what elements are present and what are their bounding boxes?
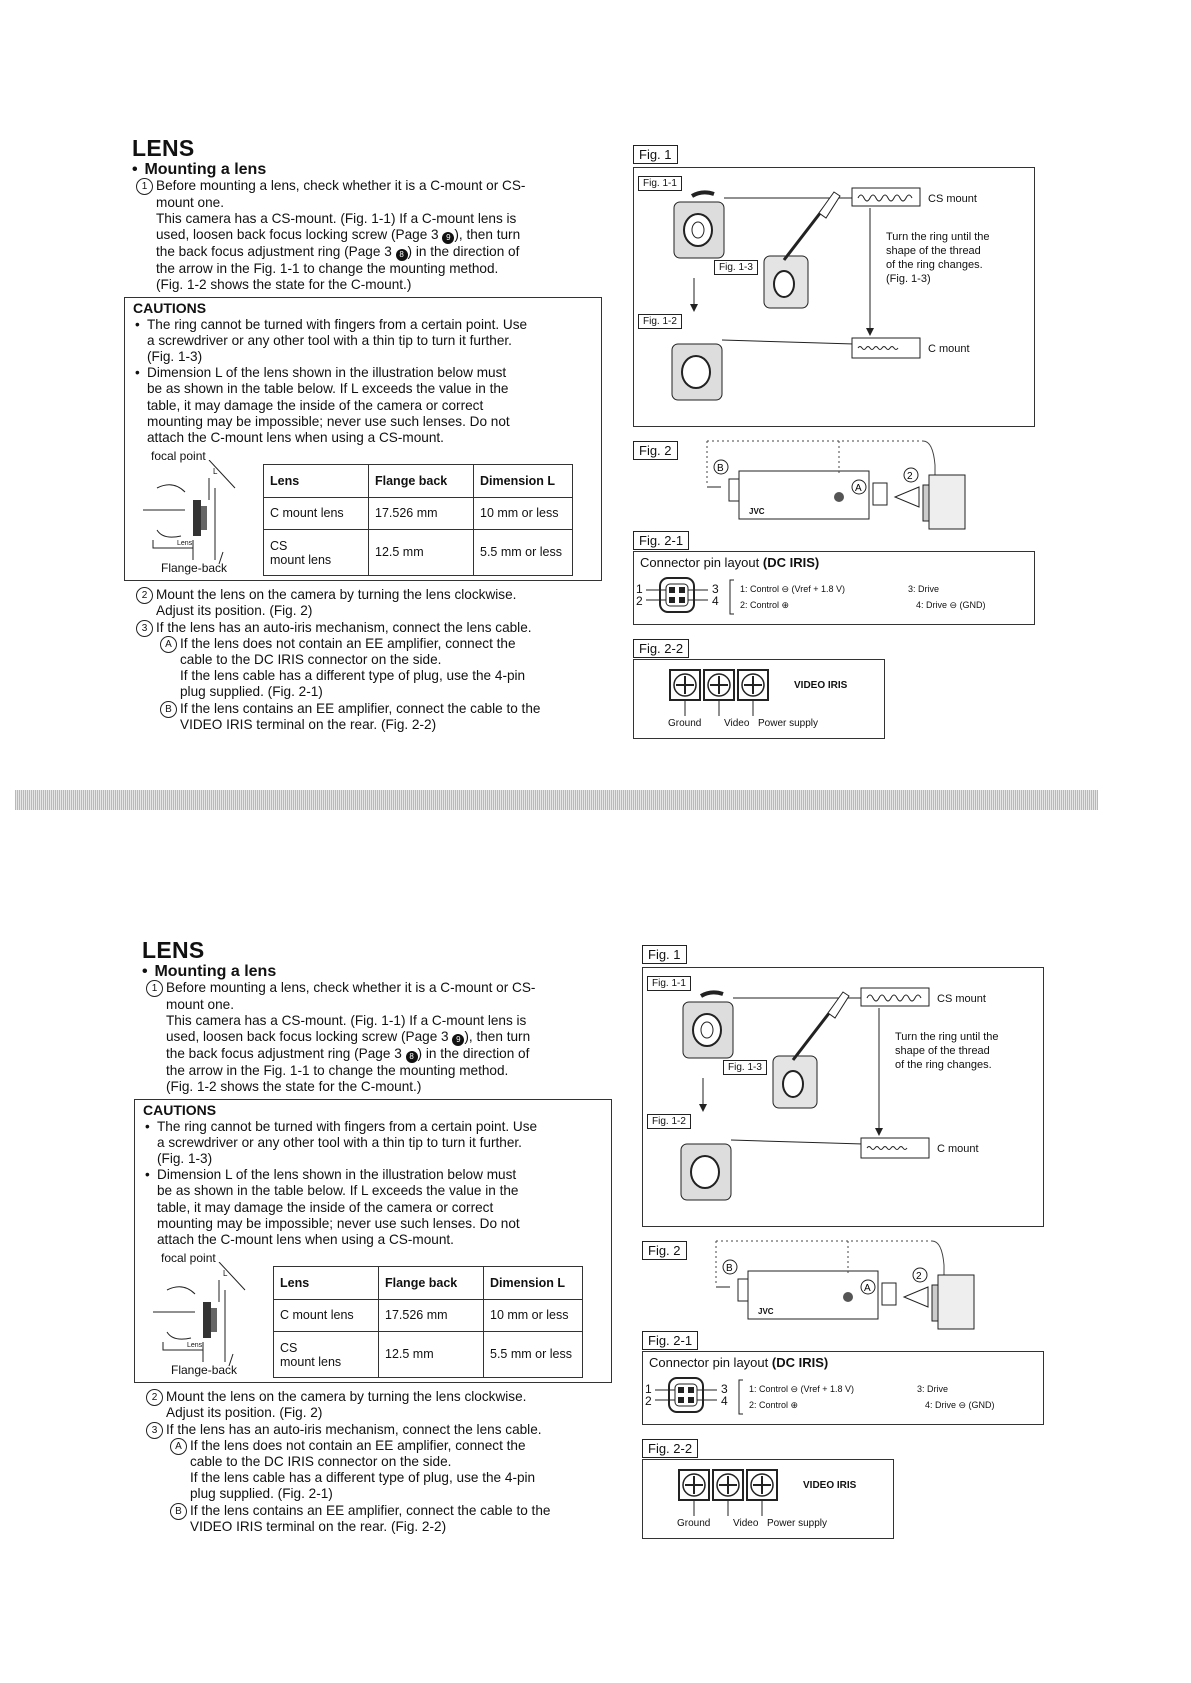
step-3: 3 If the lens has an auto-iris mechanism, connect the lens cable. xyxy=(142,1422,612,1438)
step-number: 1 xyxy=(136,178,153,195)
table-header-row: Lens Flange back Dimension L xyxy=(264,465,573,497)
left-column xyxy=(132,135,602,733)
fig-2-label: Fig. 2 xyxy=(642,1241,687,1260)
fig-2-1-label: Fig. 2-1 xyxy=(633,531,689,550)
caution-item: • Dimension L of the lens shown in the illustration below must be as shown in the table below. If L exceeds the value in the table, it may damage the inside of the camera or correct mounting may be impossible; never use such lenses. Do not attach the C-mount lens when using a CS-mount. xyxy=(133,365,593,446)
caution-item: • The ring cannot be turned with fingers from a certain point. Use a screwdriver or any other tool with a thin tip to turn it further. (Fig. 1-3) xyxy=(143,1119,603,1168)
jvc-logo: JVC xyxy=(758,1307,774,1316)
step-2: 2 Mount the lens on the camera by turning the lens clockwise. Adjust its position. (Fig. 2) xyxy=(142,1389,612,1421)
video-iris-terminal-icon xyxy=(668,668,798,724)
step-2: 2 Mount the lens on the camera by turning the lens clockwise. Adjust its position. (Fig. 2) xyxy=(132,587,602,619)
lens-flange-icon xyxy=(133,460,263,570)
step-1: 1 Before mounting a lens, check whether it is a C-mount or CS- mount one. This camera has a CS-mount. (Fig. 1-1) If a C-mount lens is used, loosen back focus locking screw (Page 3 9 ), then turn the back focus adjustment ring (Page 3 8 ) in the direction of the arrow in the Fig. 1-1 to change the mounting method. (Fig. 1-2 shows the state for the C-mount.) xyxy=(132,178,602,293)
sub-step-mark: B xyxy=(170,1503,187,1520)
fig-2-2-box: VIDEO IRIS Ground Video Power supply xyxy=(633,659,885,739)
step-number: 3 xyxy=(136,620,153,637)
page-ref-icon: 9 xyxy=(452,1034,464,1046)
sub-step-a: A If the lens does not contain an EE amplifier, connect the cable to the DC IRIS connector on the side. If the lens cable has a different type of plug, use the 4-pin plug supplied. (Fig. 2-1) xyxy=(166,1438,612,1503)
fig-2-1-box: Connector pin layout (DC IRIS) 1 2 3 4 1: Control ⊖ (Vref + 1.8 V) 3: Drive 2: Control ⊕ 4: Drive ⊖ (GND) xyxy=(633,551,1035,625)
page-title: LENS xyxy=(132,135,195,161)
fig-2-2-label: Fig. 2-2 xyxy=(642,1439,698,1458)
svg-text:A: A xyxy=(855,483,862,494)
lens-diagram: focal point L Lens Flange-back xyxy=(133,450,263,576)
svg-text:B: B xyxy=(717,463,724,474)
sub-step-b: B If the lens contains an EE amplifier, connect the cable to the VIDEO IRIS terminal on the rear. (Fig. 2-2) xyxy=(166,1503,612,1535)
step-1: 1 Before mounting a lens, check whether it is a C-mount or CS- mount one. This camera has a CS-mount. (Fig. 1-1) If a C-mount lens is used, loosen back focus locking screw (Page 3 9 ), then turn the back focus adjustment ring (Page 3 8 ) in the direction of the arrow in the Fig. 1-1 to change the mounting method. (Fig. 1-2 shows the state for the C-mount.) xyxy=(142,980,612,1095)
sub-step-mark: A xyxy=(170,1438,187,1455)
cautions-box xyxy=(134,1099,612,1383)
fig-1-box: Fig. 1-1 Fig. 1-3 Fig. 1-2 CS mount Turn the ring until the shape of the thread of the ring changes. (Fig. 1-3) C mount xyxy=(633,167,1035,427)
svg-text:2: 2 xyxy=(916,1271,922,1282)
page-title: LENS xyxy=(142,937,205,963)
step-number: 2 xyxy=(146,1389,163,1406)
step-number: 3 xyxy=(146,1422,163,1439)
sub-step-a: A If the lens does not contain an EE amplifier, connect the cable to the DC IRIS connector on the side. If the lens cable has a different type of plug, use the 4-pin plug supplied. (Fig. 2-1) xyxy=(156,636,602,701)
fig-2-2-label: Fig. 2-2 xyxy=(633,639,689,658)
sub-step-mark: B xyxy=(160,701,177,718)
step-3: 3 If the lens has an auto-iris mechanism, connect the lens cable. xyxy=(132,620,602,636)
camera-connection-illustration xyxy=(633,435,1033,531)
page-ref-icon: 8 xyxy=(396,249,408,261)
camera-connection-illustration xyxy=(642,1235,1042,1331)
lens-flange-icon xyxy=(143,1262,273,1372)
cautions-heading: CAUTIONS xyxy=(143,1102,217,1119)
table-row: C mount lens 17.526 mm 10 mm or less xyxy=(264,497,573,529)
fig-2-1-box: Connector pin layout (DC IRIS) 1 2 3 4 1: Control ⊖ (Vref + 1.8 V) 3: Drive 2: Control ⊕ 4: Drive ⊖ (GND) xyxy=(642,1351,1044,1425)
left-column xyxy=(142,937,612,1535)
sub-step-mark: A xyxy=(160,636,177,653)
fig-2-2-box: VIDEO IRIS Ground Video Power supply xyxy=(642,1459,894,1539)
caution-item: • Dimension L of the lens shown in the illustration below must be as shown in the table below. If L exceeds the value in the table, it may damage the inside of the camera or correct mounting may be impossible; never use such lenses. Do not attach the C-mount lens when using a CS-mount. xyxy=(143,1167,603,1248)
lens-dimension-row xyxy=(143,1252,603,1378)
subheading: • Mounting a lens xyxy=(132,161,267,179)
connector-pin-icon xyxy=(643,1372,763,1422)
figures-column xyxy=(633,145,1043,755)
step-number: 2 xyxy=(136,587,153,604)
sub-step-b: B If the lens contains an EE amplifier, connect the cable to the VIDEO IRIS terminal on the rear. (Fig. 2-2) xyxy=(156,701,602,733)
caution-item: • The ring cannot be turned with fingers from a certain point. Use a screwdriver or any other tool with a thin tip to turn it further. (Fig. 1-3) xyxy=(133,317,593,366)
lens-spec-table xyxy=(263,464,573,576)
step-number: 1 xyxy=(146,980,163,997)
lens-dimension-row xyxy=(133,450,593,576)
fig-1-label: Fig. 1 xyxy=(633,145,678,164)
fig-1-label: Fig. 1 xyxy=(642,945,687,964)
svg-text:A: A xyxy=(864,1283,871,1294)
table-row: C mount lens 17.526 mm 10 mm or less xyxy=(274,1299,583,1331)
figures-column xyxy=(642,945,1052,1555)
fig-2-1-label: Fig. 2-1 xyxy=(642,1331,698,1350)
jvc-logo: JVC xyxy=(749,507,765,516)
subheading: • Mounting a lens xyxy=(142,963,277,981)
lens-mount-illustration xyxy=(643,968,1043,1226)
page-ref-icon: 8 xyxy=(406,1051,418,1063)
cautions-heading: CAUTIONS xyxy=(133,300,207,317)
fig-2-label: Fig. 2 xyxy=(633,441,678,460)
table-row: CS mount lens 12.5 mm 5.5 mm or less xyxy=(274,1331,583,1377)
lens-spec-table xyxy=(273,1266,583,1378)
page-ref-icon: 9 xyxy=(442,232,454,244)
connector-pin-icon xyxy=(634,572,754,622)
manual-page-bottom xyxy=(0,797,1191,1597)
fig-1-box: Fig. 1-1 Fig. 1-3 Fig. 1-2 CS mount Turn the ring until the shape of the thread of the ring changes. C mount xyxy=(642,967,1044,1227)
manual-page-top xyxy=(0,0,1191,800)
table-row: CS mount lens 12.5 mm 5.5 mm or less xyxy=(264,529,573,575)
svg-text:2: 2 xyxy=(907,471,913,482)
lens-diagram: focal point L Lens Flange-back xyxy=(143,1252,273,1378)
svg-text:B: B xyxy=(726,1263,733,1274)
cautions-box xyxy=(124,297,602,581)
lens-mount-illustration xyxy=(634,168,1034,426)
table-header-row: Lens Flange back Dimension L xyxy=(274,1267,583,1299)
video-iris-terminal-icon xyxy=(677,1468,807,1524)
